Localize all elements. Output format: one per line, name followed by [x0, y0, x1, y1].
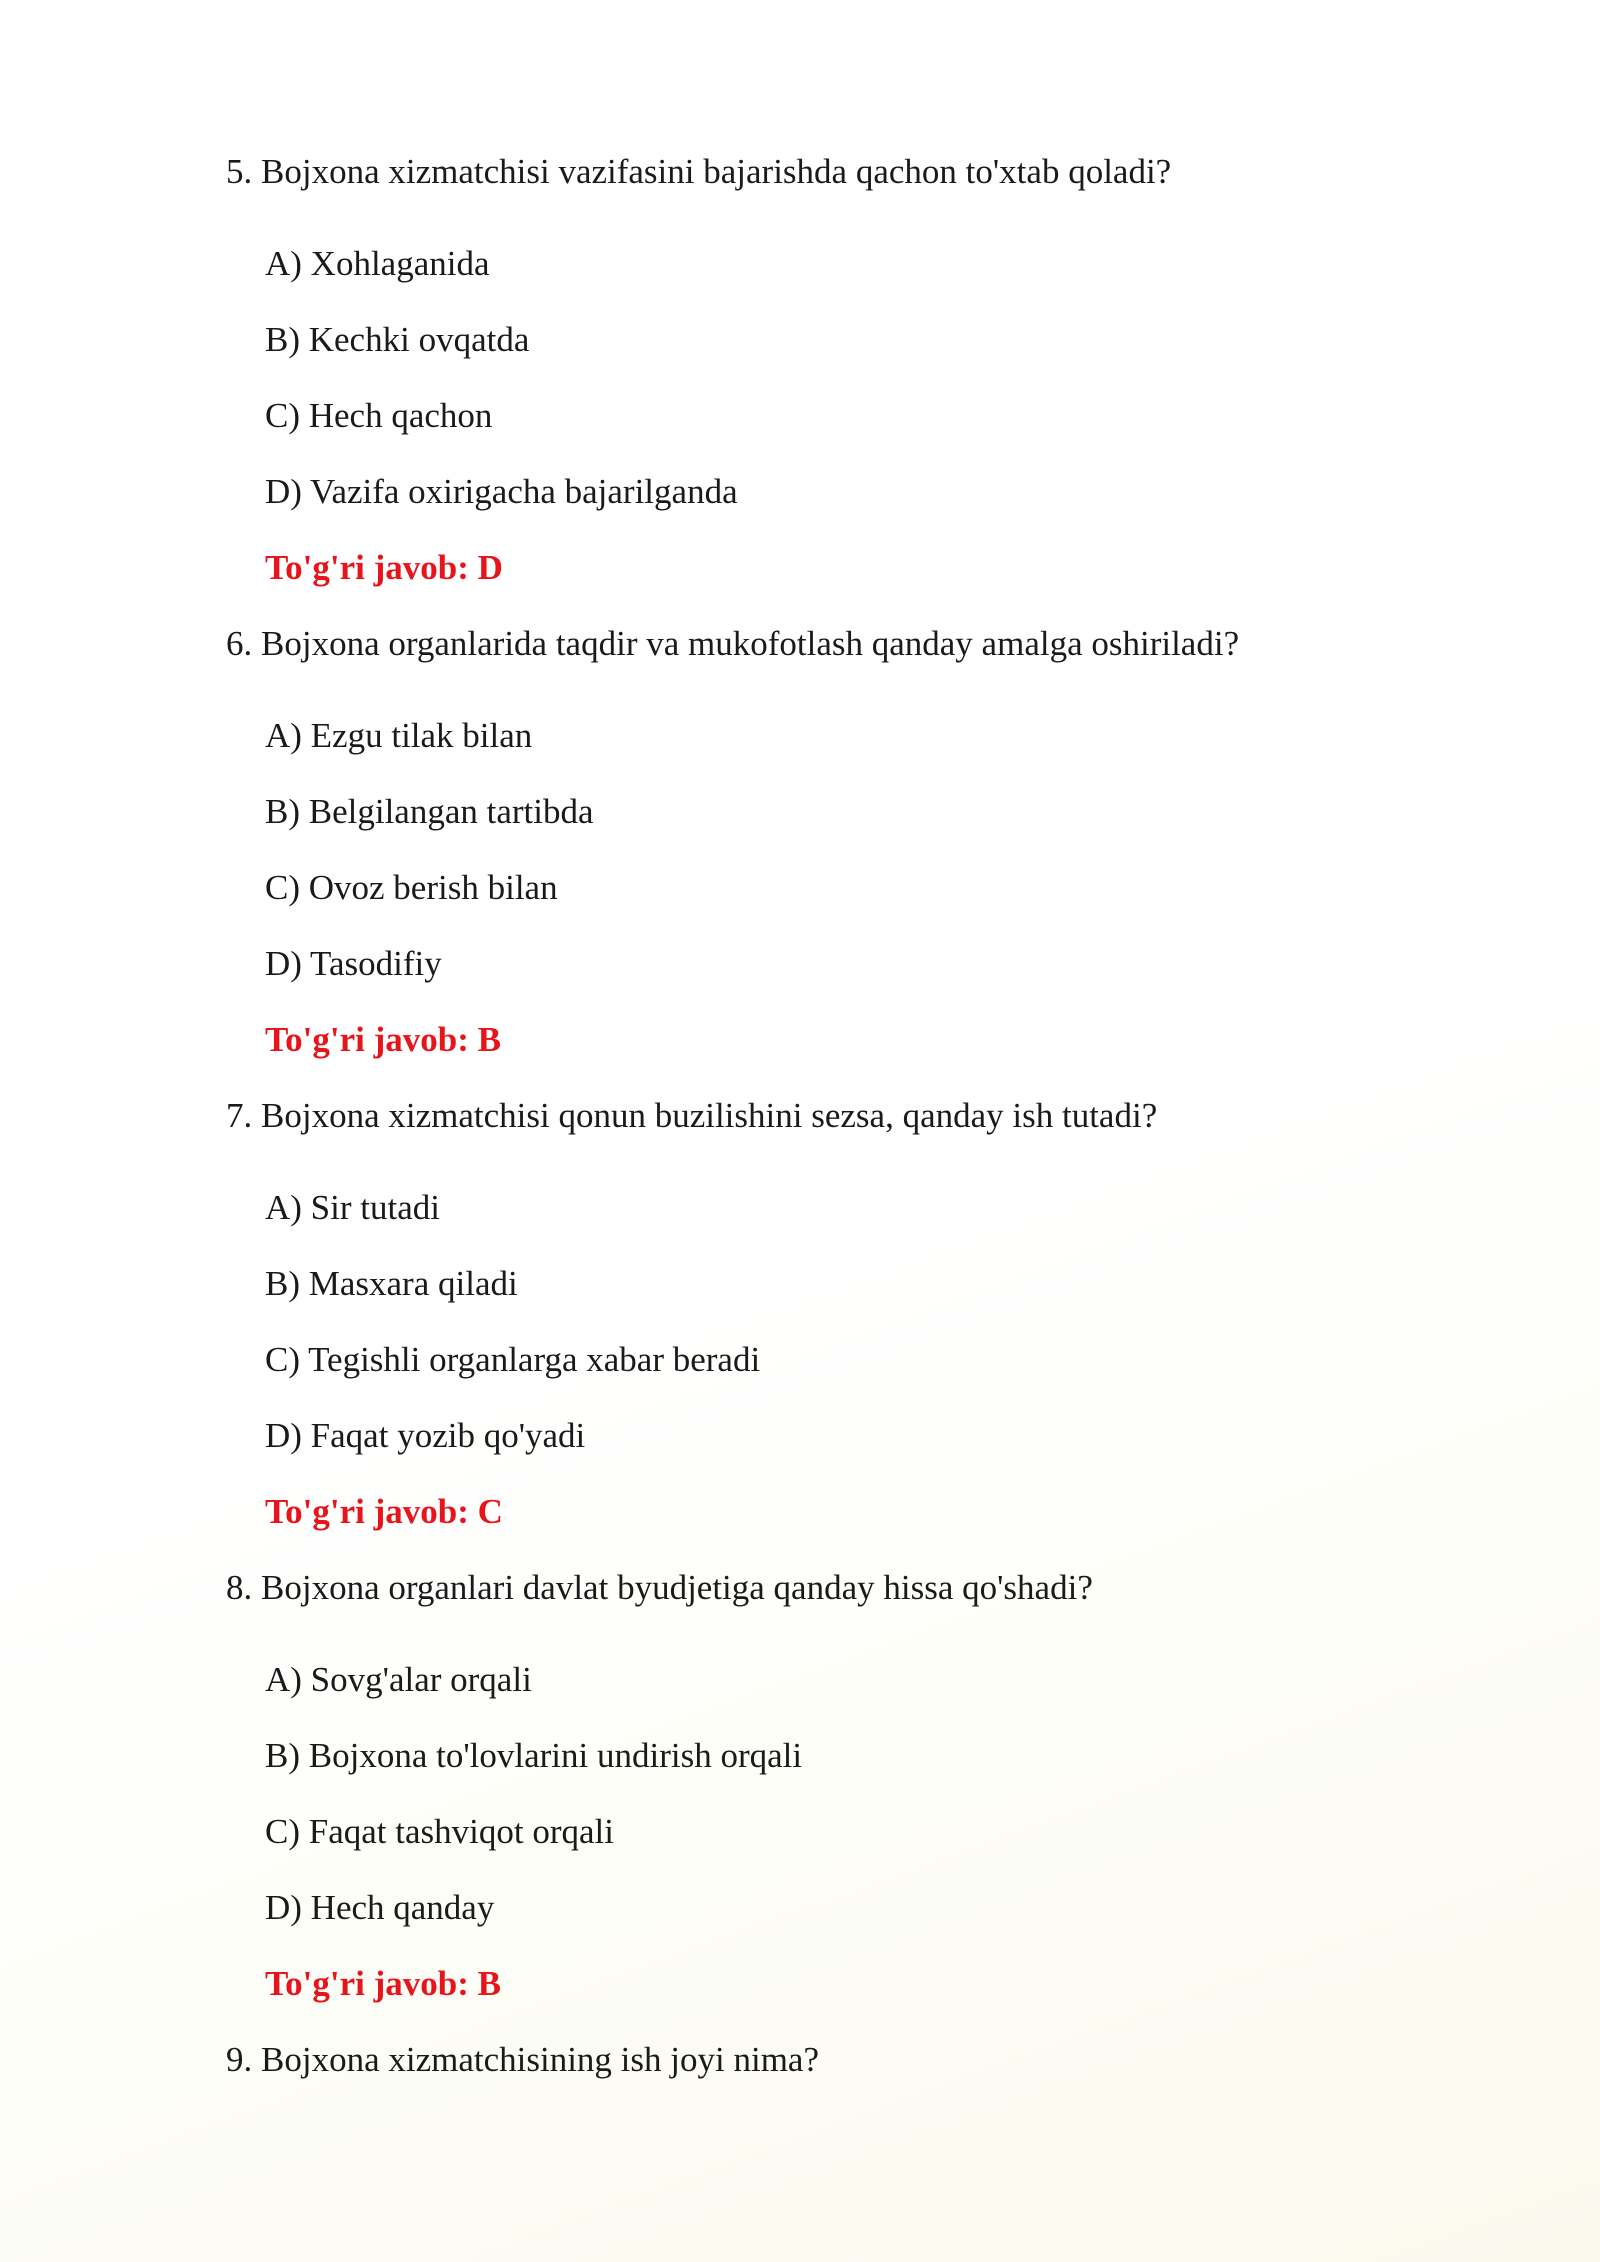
correct-answer: To'g'ri javob: C — [265, 1492, 503, 1531]
option-d: D) Hech qanday — [265, 1888, 495, 1927]
option-b: B) Belgilangan tartibda — [265, 792, 594, 831]
question-9 — [226, 2036, 1426, 2084]
question-text: 9. Bojxona xizmatchisining ish joyi nima? — [226, 2040, 819, 2079]
question-8 — [226, 1564, 1426, 2008]
option-c: C) Faqat tashviqot orqali — [265, 1812, 614, 1851]
question-text: 6. Bojxona organlarida taqdir va mukofotlash qanday amalga oshiriladi? — [226, 624, 1240, 663]
correct-answer: To'g'ri javob: B — [265, 1020, 501, 1059]
option-b: B) Masxara qiladi — [265, 1264, 518, 1303]
option-b: B) Bojxona to'lovlarini undirish orqali — [265, 1736, 803, 1775]
option-c: C) Tegishli organlarga xabar beradi — [265, 1340, 761, 1379]
option-d: D) Vazifa oxirigacha bajarilganda — [265, 472, 738, 511]
correct-answer: To'g'ri javob: D — [265, 548, 503, 587]
option-d: D) Faqat yozib qo'yadi — [265, 1416, 586, 1455]
question-5 — [226, 148, 1426, 592]
question-text: 8. Bojxona organlari davlat byudjetiga qanday hissa qo'shadi? — [226, 1568, 1093, 1607]
option-d: D) Tasodifiy — [265, 944, 442, 983]
option-b: B) Kechki ovqatda — [265, 320, 530, 359]
question-list — [226, 148, 1426, 2128]
question-6 — [226, 620, 1426, 1064]
option-a: A) Xohlaganida — [265, 244, 490, 283]
option-c: C) Hech qachon — [265, 396, 493, 435]
option-a: A) Sir tutadi — [265, 1188, 440, 1227]
question-text: 7. Bojxona xizmatchisi qonun buzilishini sezsa, qanday ish tutadi? — [226, 1096, 1158, 1135]
option-c: C) Ovoz berish bilan — [265, 868, 558, 907]
question-text: 5. Bojxona xizmatchisi vazifasini bajarishda qachon to'xtab qoladi? — [226, 152, 1172, 191]
option-a: A) Sovg'alar orqali — [265, 1660, 532, 1699]
question-7 — [226, 1092, 1426, 1536]
option-a: A) Ezgu tilak bilan — [265, 716, 533, 755]
correct-answer: To'g'ri javob: B — [265, 1964, 501, 2003]
